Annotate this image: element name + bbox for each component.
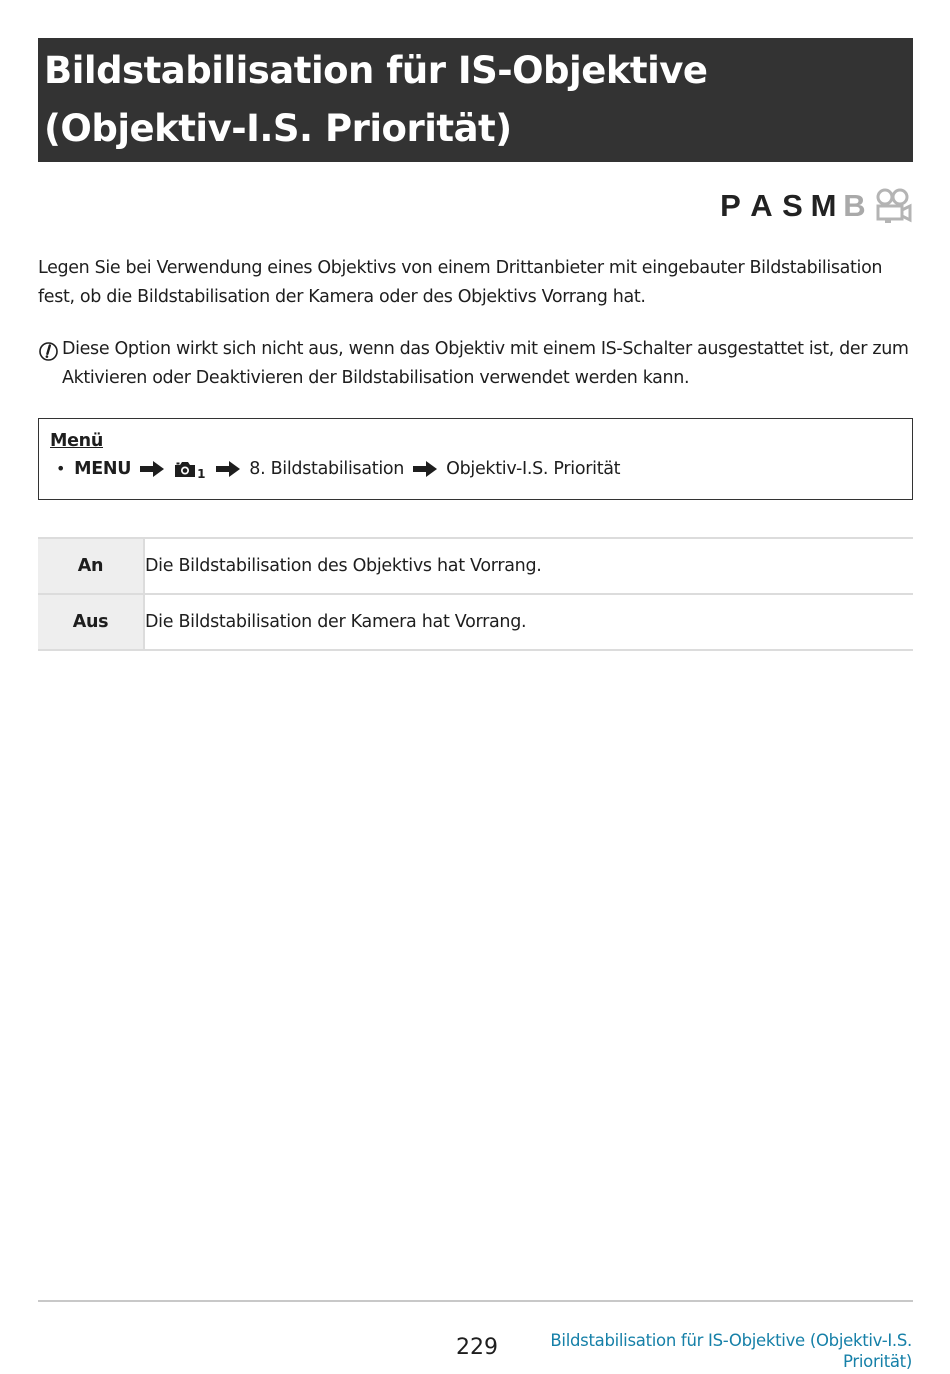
caution-icon (38, 341, 59, 362)
camera-icon (173, 460, 197, 478)
menu-path (56, 454, 901, 484)
page-number: 229 (456, 1335, 498, 1360)
table-row (38, 538, 913, 594)
shooting-modes (713, 186, 912, 226)
menu-item: 8. Bildstabilisation (249, 459, 405, 479)
camera-tab-number: 1 (197, 467, 206, 481)
page-title-bar (38, 38, 913, 162)
intro-text: Legen Sie bei Verwendung eines Objektivs von einem Drittanbieter mit eingebauter Bildstabilisation fest, ob die Bildstabilisation der Kamera oder des Objektivs Vorrang hat. (38, 258, 883, 307)
option-description: Die Bildstabilisation des Objektivs hat Vorrang. (144, 538, 913, 594)
page-title: Bildstabilisation für IS-Objektive (Objektiv-I.S. Priorität) (44, 49, 708, 150)
menu-setting: Objektiv-I.S. Priorität (446, 459, 621, 479)
note (38, 335, 918, 393)
arrow-right-icon (139, 460, 165, 478)
arrow-right-icon (215, 460, 241, 478)
movie-camera-icon (874, 188, 912, 224)
options-table (38, 537, 913, 651)
option-description: Die Bildstabilisation der Kamera hat Vorrang. (144, 594, 913, 650)
mode-b: B (843, 188, 866, 223)
menu-box (38, 418, 913, 500)
table-row (38, 594, 913, 650)
mode-m: M (810, 188, 837, 223)
mode-p: P (720, 188, 741, 223)
mode-a: A (750, 188, 773, 223)
menu-title: Menü (50, 431, 104, 451)
footer-divider (38, 1300, 913, 1302)
note-text: Diese Option wirkt sich nicht aus, wenn das Objektiv mit einem IS-Schalter ausgestattet ist, der zum Aktivieren oder Deaktivieren der Bildstabilisation verwendet werden kann. (62, 339, 909, 388)
mode-s: S (782, 188, 803, 223)
arrow-right-icon (412, 460, 438, 478)
option-name: An (38, 538, 144, 594)
bullet: • (56, 459, 66, 478)
footer-section-link[interactable]: Bildstabilisation für IS-Objektive (Objektiv-I.S. Priorität) (550, 1331, 912, 1371)
option-name: Aus (38, 594, 144, 650)
menu-key: MENU (74, 459, 132, 479)
